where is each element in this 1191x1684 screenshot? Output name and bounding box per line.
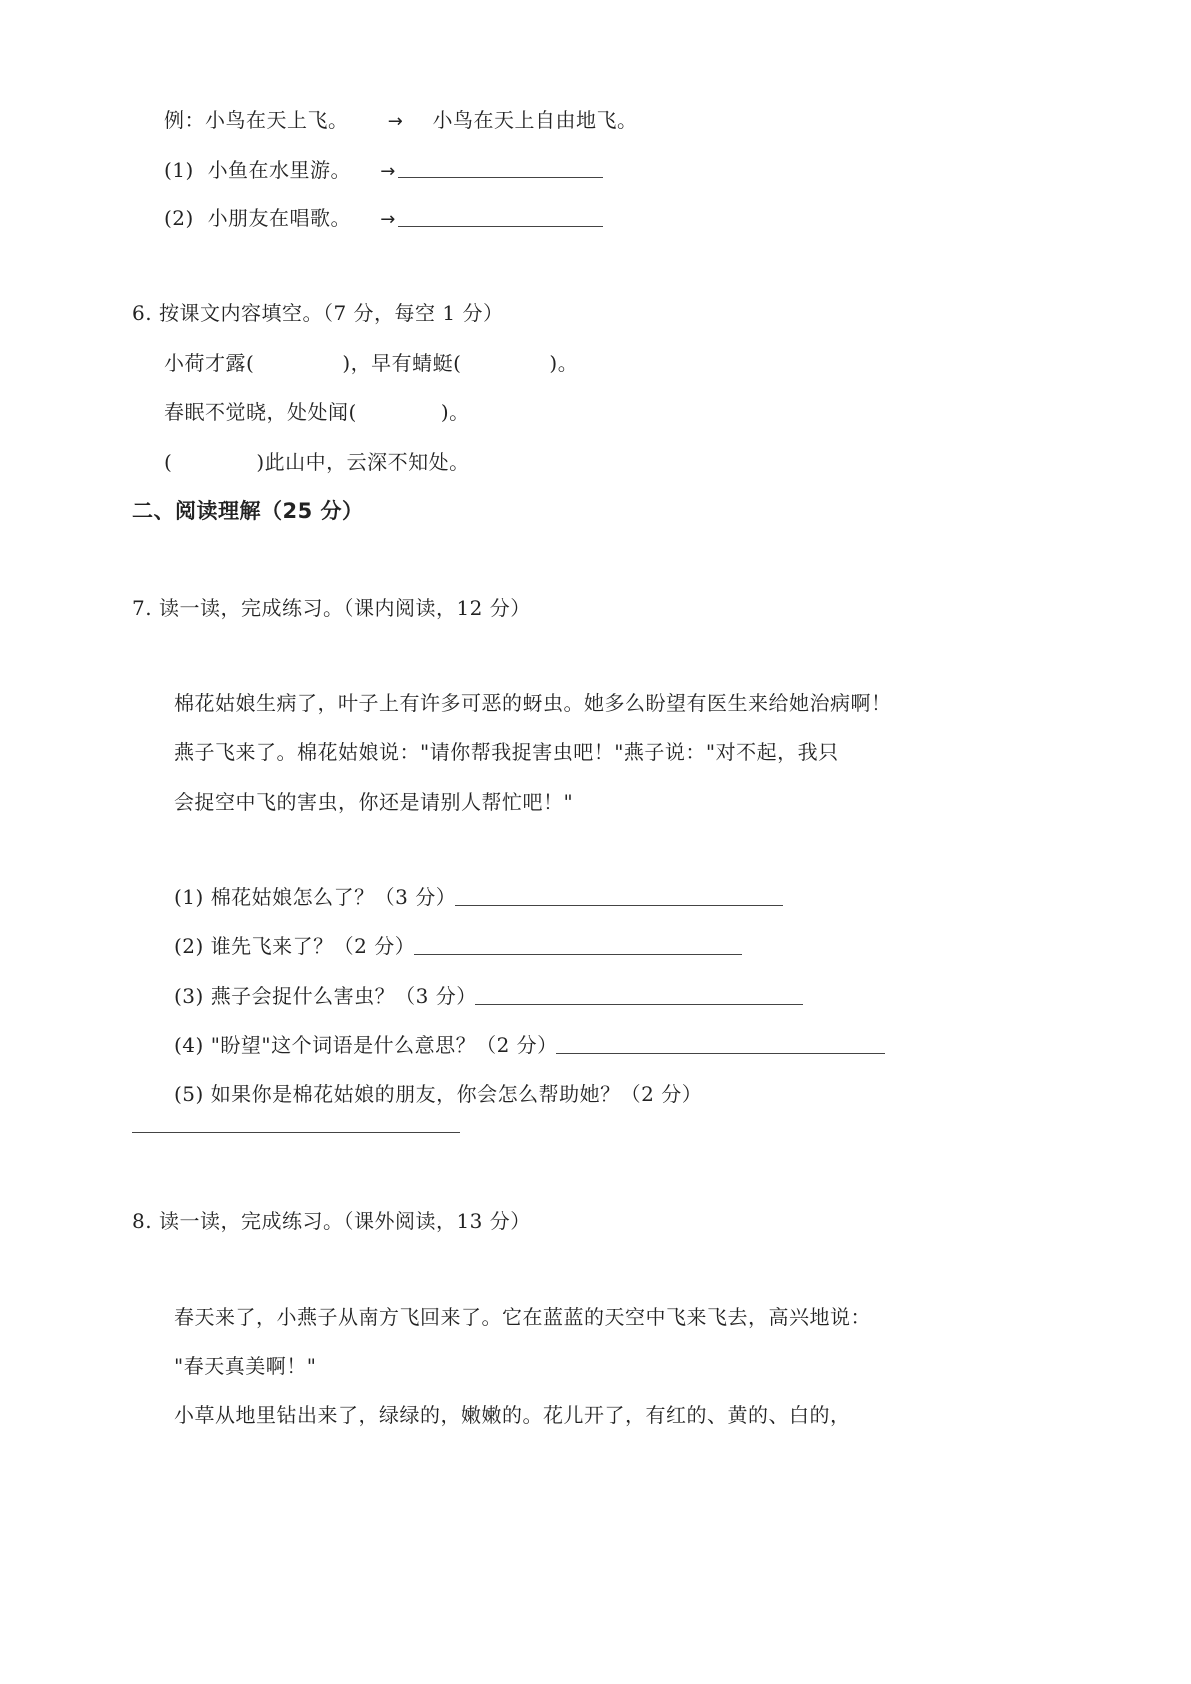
answer-blank-q5-1[interactable]	[398, 177, 603, 178]
q8-passage-line-2: "春天真美啊！"	[174, 1354, 317, 1378]
q5-item-1	[164, 156, 407, 186]
example-before: 小鸟在天上飞。	[205, 108, 349, 132]
q6-line-2-part-a: 春眠不觉晓，处处闻(	[164, 400, 357, 424]
q7-passage-line-2: 燕子飞来了。棉花姑娘说："请你帮我捉害虫吧！"燕子说："对不起，我只	[174, 740, 839, 764]
q6-line-1-part-b: )，早有蜻蜓(	[342, 351, 462, 375]
answer-blank-q7-4[interactable]	[556, 1053, 885, 1054]
arrow-icon: →	[380, 209, 396, 230]
q5-item-text: 小朋友在唱歌。	[207, 206, 352, 230]
answer-blank-q7-1[interactable]	[455, 905, 783, 906]
q7-question-2: (2) 谁先飞来了？（2 分）	[174, 934, 416, 958]
q6-line-2-part-b: )。	[440, 400, 470, 424]
q6-line-1	[164, 349, 578, 377]
q5-item-2	[164, 204, 407, 234]
example-label: 例：	[164, 108, 205, 132]
q8-passage-line-3: 小草从地里钻出来了，绿绿的，嫩嫩的。花儿开了，有红的、黄的、白的，	[174, 1403, 851, 1427]
q5-item-number: (1)	[164, 158, 194, 182]
q6-line-3-part-b: )此山中，云深不知处。	[256, 450, 470, 474]
q6-line-2	[164, 398, 470, 426]
q8-title: 8. 读一读，完成练习。（课外阅读，13 分）	[132, 1209, 531, 1233]
q7-question-3: (3) 燕子会捉什么害虫？（3 分）	[174, 984, 477, 1008]
section-heading: 二、阅读理解（25 分）	[132, 499, 364, 523]
arrow-icon: →	[387, 111, 404, 132]
answer-blank-q7-2[interactable]	[414, 954, 742, 955]
q7-question-4: (4) "盼望"这个词语是什么意思？（2 分）	[174, 1033, 558, 1057]
q6-title: 6. 按课文内容填空。（7 分，每空 1 分）	[132, 301, 504, 325]
q7-question-5: (5) 如果你是棉花姑娘的朋友，你会怎么帮助她？（2 分）	[174, 1082, 703, 1106]
q7-title: 7. 读一读，完成练习。（课内阅读，12 分）	[132, 596, 531, 620]
example-line	[164, 106, 638, 136]
example-after: 小鸟在天上自由地飞。	[432, 108, 638, 132]
q7-question-1: (1) 棉花姑娘怎么了？（3 分）	[174, 885, 457, 909]
q6-line-1-part-a: 小荷才露(	[164, 351, 255, 375]
q7-passage-line-1: 棉花姑娘生病了，叶子上有许多可恶的蚜虫。她多么盼望有医生来给她治病啊！	[174, 691, 892, 715]
q7-passage-line-3: 会捉空中飞的害虫，你还是请别人帮忙吧！"	[174, 790, 574, 814]
answer-blank-q7-3[interactable]	[475, 1004, 803, 1005]
q8-passage-line-1: 春天来了，小燕子从南方飞回来了。它在蓝蓝的天空中飞来飞去，高兴地说：	[174, 1305, 871, 1329]
answer-blank-q7-5[interactable]	[132, 1132, 460, 1133]
answer-blank-q5-2[interactable]	[398, 226, 603, 227]
q6-line-1-part-c: )。	[549, 351, 579, 375]
arrow-icon: →	[380, 161, 396, 182]
q6-line-3-part-a: (	[164, 450, 173, 474]
q6-line-3	[164, 448, 470, 476]
q5-item-number: (2)	[164, 206, 194, 230]
q5-item-text: 小鱼在水里游。	[207, 158, 352, 182]
